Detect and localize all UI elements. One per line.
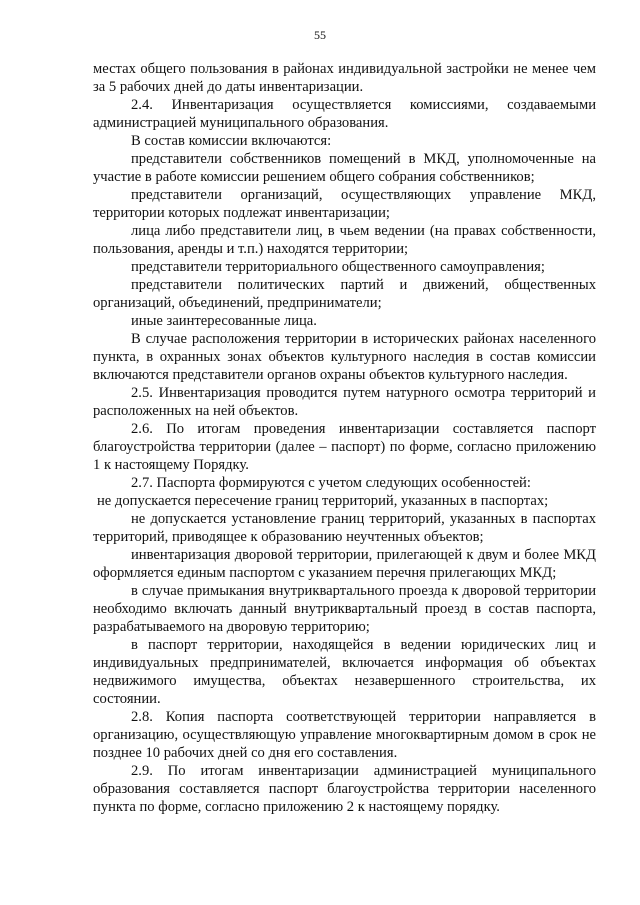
document-body: [93, 60, 596, 816]
section-2-9: 2.9. По итогам инвентаризации администрацией муниципального образования составляется паспорт благоустройства территории населенного пункта по форме, согласно приложению 2 к настоящему порядку.: [93, 763, 596, 815]
list-item: представители организаций, осуществляющих управление МКД, территории которых подлежат инвентаризации;: [93, 187, 596, 221]
list-item: не допускается установление границ территорий, указанных в паспортах территорий, приводящее к образованию неучтенных объектов;: [93, 511, 596, 545]
list-item: не допускается пересечение границ территорий, указанных в паспортах;: [97, 493, 549, 509]
section-2-7: 2.7. Паспорта формируются с учетом следующих особенностей:: [131, 475, 531, 491]
paragraph: местах общего пользования в районах индивидуальной застройки не менее чем за 5 рабочих дней до даты инвентаризации.: [93, 61, 596, 95]
list-item: иные заинтересованные лица.: [131, 313, 317, 329]
list-item: инвентаризация дворовой территории, прилегающей к двум и более МКД оформляется единым паспортом с указанием перечня прилегающих МКД;: [93, 547, 596, 581]
list-item: в паспорт территории, находящейся в ведении юридических лиц и индивидуальных предпринимателей, включается информация об объектах недвижимого имущества, объектах незавершенного строительства, их состоянии.: [93, 637, 596, 707]
list-item: в случае примыкания внутриквартального проезда к дворовой территории необходимо включать данный внутриквартальный проезд в состав паспорта, разрабатываемого на дворовую территорию;: [93, 583, 596, 635]
section-2-6: 2.6. По итогам проведения инвентаризации составляется паспорт благоустройства территории (далее – паспорт) по форме, согласно приложению 1 к настоящему Порядку.: [93, 421, 596, 473]
list-item: представители территориального общественного самоуправления;: [131, 259, 545, 275]
section-2-5: 2.5. Инвентаризация проводится путем натурного осмотра территорий и расположенных на ней объектов.: [93, 385, 596, 419]
paragraph: В состав комиссии включаются:: [131, 133, 332, 149]
list-item: представители политических партий и движений, общественных организаций, объединений, предприниматели;: [93, 277, 596, 311]
section-2-8: 2.8. Копия паспорта соответствующей территории направляется в организацию, осуществляющую управление многоквартирным домом в срок не позднее 10 рабочих дней со дня его составления.: [93, 709, 596, 761]
paragraph: В случае расположения территории в исторических районах населенного пункта, в охранных зонах объектов культурного наследия в состав комиссии включаются представители органов охраны объектов культурного наследия.: [93, 331, 596, 383]
list-item: представители собственников помещений в МКД, уполномоченные на участие в работе комиссии решением общего собрания собственников;: [93, 151, 596, 185]
page-number: 55: [314, 28, 326, 42]
list-item: лица либо представители лиц, в чьем ведении (на правах собственности, пользования, аренды и т.п.) находятся территории;: [93, 223, 596, 257]
section-2-4: 2.4. Инвентаризация осуществляется комиссиями, создаваемыми администрацией муниципального образования.: [93, 97, 596, 131]
